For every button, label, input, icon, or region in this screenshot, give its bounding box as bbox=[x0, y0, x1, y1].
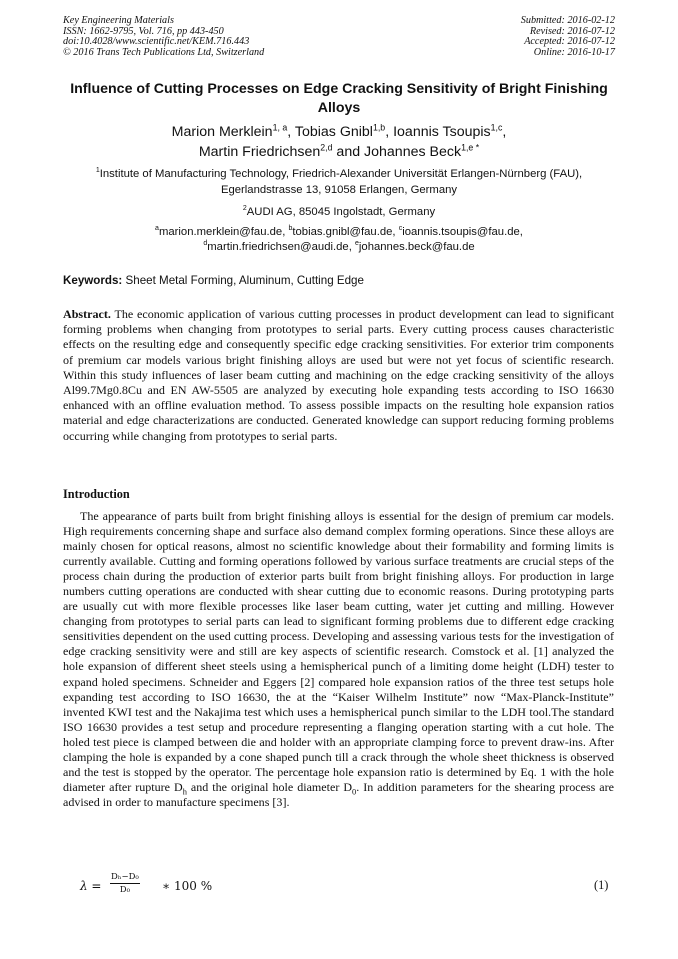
intro-subscript: h bbox=[182, 786, 187, 797]
paper-title: Influence of Cutting Processes on Edge Cracking Sensitivity of Bright Finishing Alloys bbox=[70, 81, 608, 116]
author-separator: , bbox=[385, 124, 394, 140]
intro-subscript: 0 bbox=[352, 786, 357, 797]
affiliation-line: Institute of Manufacturing Technology, Friedrich-Alexander Universität Erlangen-Nürnberg (FAU), bbox=[99, 168, 583, 180]
journal-doi: doi:10.4028/www.scientific.net/KEM.716.443 bbox=[63, 36, 250, 48]
journal-copyright: © 2016 Trans Tech Publications Ltd, Switzerland bbox=[63, 46, 265, 58]
abstract-text: The economic application of various cutting processes in product development can lead to significant forming problems when changing from prototypes to serial parts. Every cutting process causes characteristic effects on the resulting edge and consequently specific edge cracking sensitivities. For exterior trim components of premium car models various bright finishing alloys are used but were not yet focus of scientific research. Within this study influences of laser beam cutting and machining on the edge cracking sensitivity of the alloys Al99.7Mg0.8Cu and EN AW-5505 are analyzed by executing hole expanding tests according to ISO 16630 enhanced with an offline evaluation method. To assess possible impacts on the resulting hole expansion ratios material and edge characterizations are conducted. Generated knowledge can support reducing forming problems occurring while changing from prototypes to serial parts. bbox=[63, 307, 614, 443]
journal-name: Key Engineering Materials bbox=[63, 15, 174, 26]
author-name: Marion Merklein bbox=[171, 124, 273, 140]
equation-lhs: λ = bbox=[80, 879, 102, 893]
author-line-2 bbox=[60, 142, 618, 162]
affiliation-2 bbox=[60, 204, 618, 220]
email-mark: e bbox=[355, 240, 359, 248]
email-list: $^a$marion.merklein@fau.de, $^b$tobias.gnibl@fau.de, $^c$ioannis.tsoupis@fau.de, $^d$martin.friedrichsen@audi.de, $^e$johannes.beck@fau.de bbox=[155, 225, 523, 253]
author-name: Johannes Beck bbox=[364, 144, 462, 160]
intro-text: . In addition parameters for the shearing process are advised in order to manufacture specimens [3]. bbox=[63, 779, 615, 809]
abstract bbox=[63, 307, 614, 444]
section-heading-introduction: Introduction bbox=[63, 487, 130, 501]
author-affiliation-mark: 1, a bbox=[272, 122, 288, 133]
author-separator: , bbox=[502, 124, 507, 140]
email-mark: c bbox=[398, 225, 403, 233]
author-separator: and bbox=[332, 144, 365, 160]
date-accepted: Accepted: 2016-07-12 bbox=[524, 36, 615, 48]
equation-fraction bbox=[110, 872, 140, 895]
equation-multiplier: ∗ 100 % bbox=[162, 879, 213, 893]
email-link[interactable]: ioannis.tsoupis@fau.de bbox=[402, 226, 520, 238]
email-mark: d bbox=[203, 240, 208, 248]
date-revised: Revised: 2016-07-12 bbox=[529, 25, 615, 37]
author-affiliation-mark: 2,d bbox=[320, 142, 333, 153]
date-submitted: Submitted: 2016-02-12 bbox=[520, 15, 615, 26]
author-separator: , bbox=[287, 124, 295, 140]
intro-text: and the original hole diameter D bbox=[186, 779, 353, 794]
intro-text: The appearance of parts built from bright finishing alloys is essential for the design of premium car models. High requirements concerning shape and surface also demand complex forming operations. Since these alloys are mainly chosen for optical reasons, almost no scientific knowledge about their formability and forming limits is currently available. Cutting and forming operations followed by various surface treatments are crucial steps of the process chain during the production of exterior parts built from bright finishing alloys. For production in large numbers cutting operations are conducted with shear cutting due to economic reasons. During prototyping parts are usually cut with more flexible processes like laser beam cutting, water jet cutting and milling. However changing from prototypes to serial parts can lead to significant forming problems due to different edge cracking sensitivities dependent on the used cutting process. Developing and assessing various tests for the investigation of edge cracking sensitivity were and still are key aspects of scientific research. Comstock et al. [1] analyzed the hole expansion of different sheet steels using a hemispherical punch of a limiting dome height (LDH) tester to expand holed specimens. Schneider and Eggers [2] compared hole expansion ratios of the three test setups hole expanding test according to ISO 16630, the at the “Kaiser Wilhelm Institute” now “Max-Planck-Institute” invented KWI test and the Nakajima test which uses a hemispherical punch similar to the LDH tool.The standard ISO 16630 provides a test setup and procedure representing a flanging operation starting with a cut hole. The holed test piece is clamped between die and holder with an appropriate clamping force to prevent draw-ins. After clamping the hole is expanded by a cone shaped punch till a crack through the whole sheet thickness is observed and the test is stopped by the operator. The percentage hole expansion ratio is determined by Eq. 1 with the hole diameter after rupture D bbox=[63, 509, 614, 794]
author-affiliation-mark: 1,c bbox=[490, 122, 503, 133]
author-line-1 bbox=[60, 122, 618, 142]
author-name: Martin Friedrichsen bbox=[198, 144, 321, 160]
email-link[interactable]: tobias.gnibl@fau.de bbox=[292, 226, 393, 238]
affiliation-mark: 2 bbox=[242, 205, 247, 213]
email-mark: a bbox=[155, 225, 159, 233]
affiliation-mark: 1 bbox=[95, 167, 100, 175]
email-mark: b bbox=[288, 225, 293, 233]
affiliation-1 bbox=[60, 166, 618, 198]
author-name: Ioannis Tsoupis bbox=[393, 124, 491, 140]
author-list bbox=[60, 122, 618, 162]
journal-info-header bbox=[63, 16, 264, 58]
keywords-text: Sheet Metal Forming, Aluminum, Cutting Edge bbox=[125, 274, 364, 287]
affiliation-line: Egerlandstrasse 13, 91058 Erlangen, Germany bbox=[220, 184, 458, 196]
equation-numerator: Dₕ−D₀ bbox=[111, 872, 139, 882]
abstract-label: Abstract. bbox=[63, 307, 111, 321]
author-name: Tobias Gnibl bbox=[294, 124, 373, 140]
keywords-label: Keywords: bbox=[63, 274, 123, 287]
affiliation-line: AUDI AG, 85045 Ingolstadt, Germany bbox=[246, 206, 436, 218]
equation-number: (1) bbox=[594, 878, 609, 892]
author-affiliation-mark: 1,b bbox=[372, 122, 386, 133]
email-link[interactable]: johannes.beck@fau.de bbox=[358, 241, 475, 253]
equation-denominator: D₀ bbox=[119, 885, 131, 895]
email-link[interactable]: marion.merklein@fau.de bbox=[158, 226, 283, 238]
author-affiliation-mark: 1,e * bbox=[461, 142, 480, 153]
email-link[interactable]: martin.friedrichsen@audi.de bbox=[207, 241, 349, 253]
dates-header bbox=[521, 16, 615, 58]
journal-issn: ISSN: 1662-9795, Vol. 716, pp 443-450 bbox=[63, 25, 224, 37]
keywords bbox=[63, 273, 364, 289]
introduction-paragraph bbox=[63, 509, 614, 810]
date-online: Online: 2016-10-17 bbox=[533, 46, 615, 58]
